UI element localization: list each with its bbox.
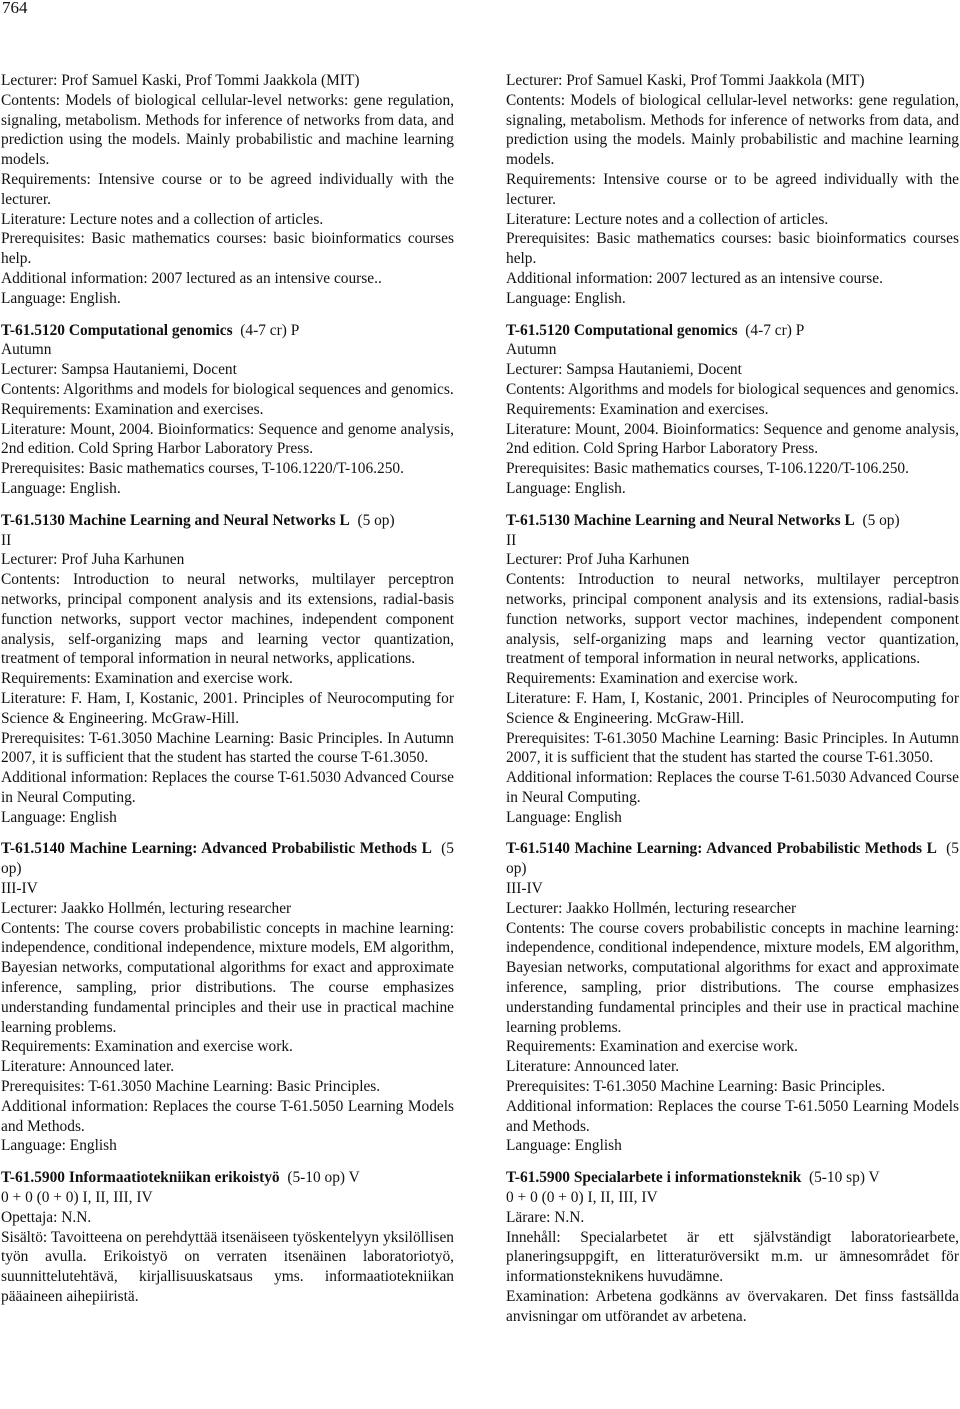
- course-detail-line: Literature: Lecture notes and a collection of articles.: [1, 210, 324, 228]
- course-detail-line: Prerequisites: T-61.3050 Machine Learning: Basic Principles. In Autumn 2007, it is sufficient that the student has started the course T-61.3050.: [506, 729, 959, 767]
- course-title: T-61.5130 Machine Learning and Neural Networks L: [506, 511, 855, 529]
- course-detail-line: Contents: Algorithms and models for biological sequences and genomics.: [506, 380, 959, 398]
- course-detail-line: Language: English.: [1, 479, 121, 497]
- course-detail-line: Prerequisites: Basic mathematics courses: basic bioinformatics courses help.: [1, 230, 454, 268]
- course-detail-line: Innehåll: Specialarbetet är ett självständigt laboratoriearbete, planeringsuppgift, en litteraturöversikt m.m. ur ämnesområdet för informationsteknikens huvudämne.: [506, 1228, 959, 1286]
- course-entry: [1, 321, 454, 499]
- course-detail-line: Lecturer: Prof Samuel Kaski, Prof Tommi Jaakkola (MIT): [1, 72, 360, 89]
- course-heading: [1, 839, 454, 879]
- course-detail-line: Examination: Arbetena godkänns av övervakaren. Det finss fastsällda anvisningar om utförandet av arbetena.: [506, 1288, 959, 1325]
- course-credits: (4-7 cr) P: [240, 321, 300, 339]
- course-credits: (5-10 sp) V: [808, 1169, 880, 1187]
- course-detail-line: Prerequisites: Basic mathematics courses, T-106.1220/T-106.250.: [1, 460, 404, 478]
- page-number: 764: [2, 0, 28, 17]
- course-credits: (5-10 op) V: [287, 1169, 360, 1187]
- course-title: T-61.5120 Computational genomics: [1, 321, 233, 339]
- course-credits: (4-7 cr) P: [745, 321, 805, 339]
- course-entry: [1, 839, 454, 1156]
- course-detail-line: III-IV: [1, 880, 38, 898]
- course-detail-line: Lecturer: Jaakko Hollmén, lecturing researcher: [506, 899, 797, 917]
- course-detail-line: Prerequisites: T-61.3050 Machine Learning: Basic Principles. In Autumn 2007, it is sufficient that the student has started the course T-61.3050.: [1, 729, 454, 767]
- course-detail-line: Sisältö: Tavoitteena on perehdyttää itsenäiseen työskentelyyn yksilöllisen työn avulla. Erikoistyö on verraten itsenäinen laboratoriotyö, suunnittelutehtävä, kirjallisuuskatsaus yms. informaatiotekniikan pääaineen aihepiiristä.: [1, 1228, 454, 1306]
- course-entry: [1, 1168, 454, 1307]
- course-detail-line: II: [506, 531, 517, 549]
- course-detail-line: Requirements: Examination and exercises.: [506, 400, 769, 418]
- course-detail-line: III-IV: [506, 880, 543, 898]
- course-detail-line: Literature: Announced later.: [1, 1058, 175, 1076]
- course-detail-line: Prerequisites: Basic mathematics courses, T-106.1220/T-106.250.: [506, 460, 909, 478]
- course-detail-line: Literature: Mount, 2004. Bioinformatics: Sequence and genome analysis, 2nd edition. Cold Spring Harbor Laboratory Press.: [506, 420, 959, 458]
- course-detail-line: Lecturer: Prof Samuel Kaski, Prof Tommi Jaakkola (MIT): [506, 72, 865, 89]
- course-detail-line: Language: English: [1, 1137, 117, 1155]
- course-detail-line: Requirements: Examination and exercise work.: [1, 670, 293, 688]
- course-title: T-61.5130 Machine Learning and Neural Networks L: [1, 511, 350, 529]
- course-detail-line: Contents: The course covers probabilistic concepts in machine learning: independence, conditional independence, mixture models, EM algorithm, Bayesian networks, computational algorithms for exact and approximate inference, sampling, prior distributions. The course emphasizes understanding fundamental principles and their use in practical machine learning problems.: [1, 919, 454, 1036]
- course-title: T-61.5140 Machine Learning: Advanced Probabilistic Methods L: [506, 840, 937, 858]
- course-credits: (5 op): [862, 511, 900, 529]
- course-entry: [506, 1168, 959, 1326]
- course-detail-line: Lecturer: Jaakko Hollmén, lecturing researcher: [1, 899, 292, 917]
- course-detail-line: Lecturer: Sampsa Hautaniemi, Docent: [1, 361, 237, 379]
- right-column: [506, 71, 959, 1339]
- course-detail-line: Requirements: Examination and exercises.: [1, 400, 264, 418]
- course-detail-line: Contents: Algorithms and models for biological sequences and genomics.: [1, 380, 454, 398]
- course-heading: [1, 321, 454, 341]
- course-detail-line: Requirements: Intensive course or to be agreed individually with the lecturer.: [506, 170, 959, 208]
- course-detail-line: 0 + 0 (0 + 0) I, II, III, IV: [1, 1189, 153, 1207]
- course-detail-line: Lärare: N.N.: [506, 1208, 585, 1226]
- course-credits: (5 op): [357, 511, 395, 529]
- course-detail-line: Language: English.: [506, 289, 626, 307]
- course-detail-line: Autumn: [1, 341, 52, 359]
- course-detail-line: Prerequisites: T-61.3050 Machine Learning: Basic Principles.: [506, 1078, 886, 1096]
- course-detail-line: Additional information: Replaces the course T-61.5050 Learning Models and Methods.: [506, 1097, 959, 1135]
- course-detail-line: Literature: Announced later.: [506, 1058, 680, 1076]
- course-detail-line: 0 + 0 (0 + 0) I, II, III, IV: [506, 1189, 658, 1207]
- course-detail-line: Lecturer: Prof Juha Karhunen: [1, 551, 185, 569]
- course-entry: [506, 511, 959, 828]
- course-detail-line: Prerequisites: Basic mathematics courses: basic bioinformatics courses help.: [506, 230, 959, 268]
- course-entry-continued: [1, 71, 454, 309]
- course-title: T-61.5900 Specialarbete i informationsteknik: [506, 1169, 802, 1187]
- course-detail-line: Requirements: Examination and exercise work.: [1, 1038, 293, 1056]
- course-heading: [506, 511, 959, 531]
- course-detail-line: Contents: Models of biological cellular-level networks: gene regulation, signaling, metabolism. Methods for inference of networks from data, and prediction using the models. Mainly probabilistic and machine learning models.: [1, 91, 454, 169]
- course-entry-continued: [506, 71, 959, 309]
- course-detail-line: Requirements: Intensive course or to be agreed individually with the lecturer.: [1, 170, 454, 208]
- course-detail-line: Lecturer: Sampsa Hautaniemi, Docent: [506, 361, 742, 379]
- course-detail-line: Language: English.: [506, 479, 626, 497]
- course-detail-line: Literature: F. Ham, I, Kostanic, 2001. Principles of Neurocomputing for Science & Engineering. McGraw-Hill.: [506, 689, 959, 727]
- left-column: [1, 71, 454, 1319]
- course-detail-line: Requirements: Examination and exercise work.: [506, 1038, 798, 1056]
- course-detail-line: Additional information: Replaces the course T-61.5050 Learning Models and Methods.: [1, 1097, 454, 1135]
- course-detail-line: II: [1, 531, 12, 549]
- course-detail-line: Contents: Introduction to neural networks, multilayer perceptron networks, principal component analysis and its extensions, radial-basis function networks, support vector machines, independent component analysis, self-organizing maps and learning vector quantization, treatment of temporal information in neural networks, applications.: [1, 571, 454, 668]
- course-detail-line: Additional information: Replaces the course T-61.5030 Advanced Course in Neural Computing.: [506, 769, 959, 806]
- course-detail-line: Language: English.: [1, 289, 121, 307]
- course-entry: [506, 839, 959, 1156]
- course-detail-line: Literature: Lecture notes and a collection of articles.: [506, 210, 829, 228]
- course-heading: [506, 839, 959, 879]
- course-detail-line: Language: English: [1, 808, 117, 826]
- course-detail-line: Prerequisites: T-61.3050 Machine Learning: Basic Principles.: [1, 1078, 381, 1096]
- course-detail-line: Literature: Mount, 2004. Bioinformatics: Sequence and genome analysis, 2nd edition. Cold Spring Harbor Laboratory Press.: [1, 420, 454, 458]
- course-detail-line: Opettaja: N.N.: [1, 1208, 92, 1226]
- course-detail-line: Contents: Introduction to neural networks, multilayer perceptron networks, principal component analysis and its extensions, radial-basis function networks, support vector machines, independent component analysis, self-organizing maps and learning vector quantization, treatment of temporal information in neural networks, applications.: [506, 571, 959, 668]
- course-heading: [506, 1168, 959, 1188]
- course-title: T-61.5120 Computational genomics: [506, 321, 738, 339]
- course-credits: (5 op): [1, 840, 454, 878]
- course-detail-line: Language: English: [506, 808, 622, 826]
- course-detail-line: Requirements: Examination and exercise work.: [506, 670, 798, 688]
- course-entry: [1, 511, 454, 828]
- course-credits: (5 op): [506, 840, 959, 878]
- course-detail-line: Contents: Models of biological cellular-level networks: gene regulation, signaling, metabolism. Methods for inference of networks from data, and prediction using the models. Mainly probabilistic and machine learning models.: [506, 91, 959, 169]
- course-detail-line: Contents: The course covers probabilistic concepts in machine learning: independence, conditional independence, mixture models, EM algorithm, Bayesian networks, computational algorithms for exact and approximate inference, sampling, prior distributions. The course emphasizes understanding fundamental principles and their use in practical machine learning problems.: [506, 919, 959, 1036]
- course-title: T-61.5140 Machine Learning: Advanced Probabilistic Methods L: [1, 840, 432, 858]
- course-detail-line: Additional information: 2007 lectured as an intensive course..: [1, 269, 382, 287]
- course-title: T-61.5900 Informaatiotekniikan erikoistyö: [1, 1169, 280, 1187]
- course-detail-line: Additional information: Replaces the course T-61.5030 Advanced Course in Neural Computing.: [1, 769, 454, 806]
- course-heading: [1, 511, 454, 531]
- course-detail-line: Language: English: [506, 1137, 622, 1155]
- course-entry: [506, 321, 959, 499]
- course-detail-line: Literature: F. Ham, I, Kostanic, 2001. Principles of Neurocomputing for Science & Engineering. McGraw-Hill.: [1, 689, 454, 727]
- course-heading: [1, 1168, 454, 1188]
- course-heading: [506, 321, 959, 341]
- course-detail-line: Autumn: [506, 341, 557, 359]
- course-detail-line: Lecturer: Prof Juha Karhunen: [506, 551, 690, 569]
- course-detail-line: Additional information: 2007 lectured as an intensive course.: [506, 269, 883, 287]
